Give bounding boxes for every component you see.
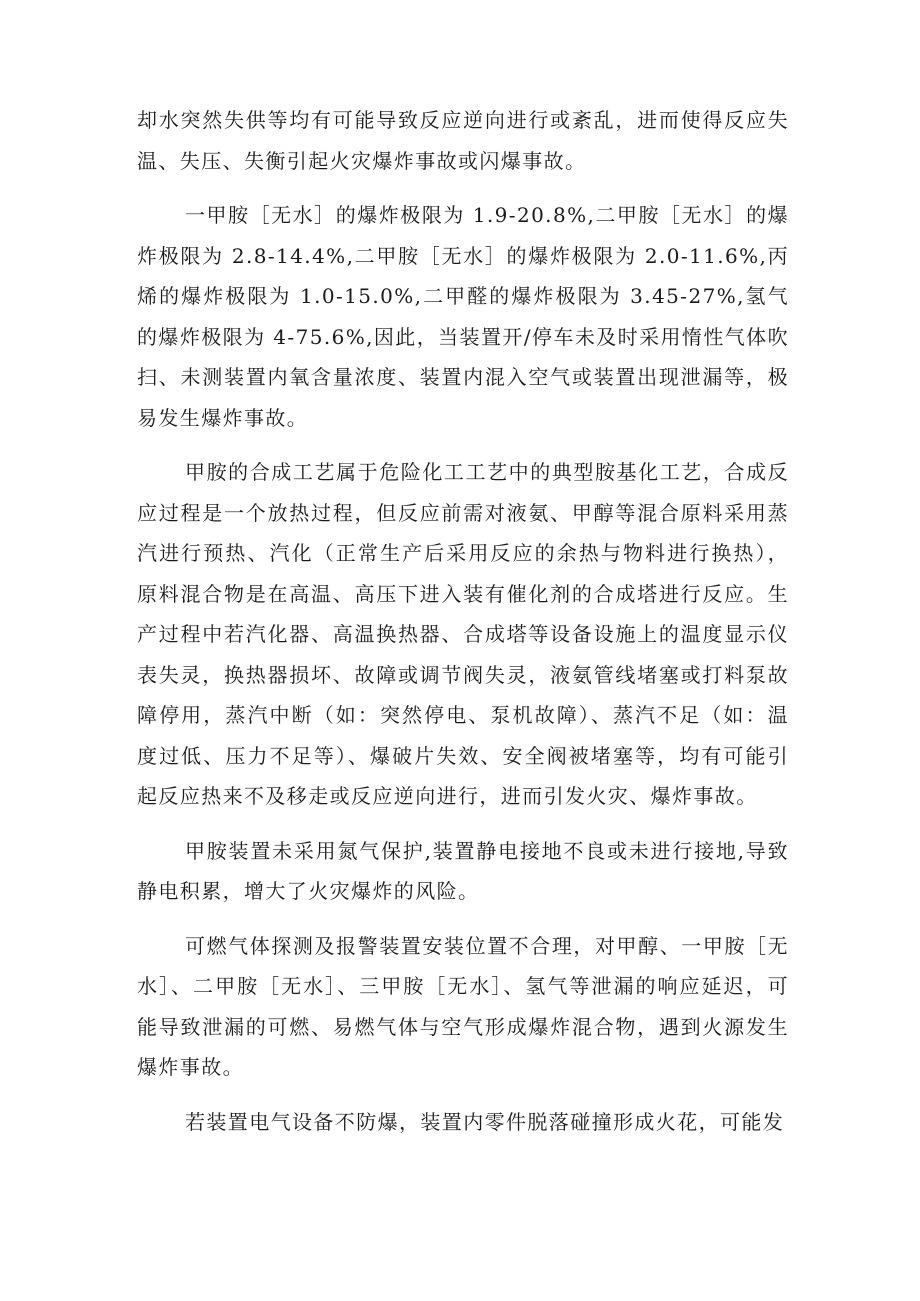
paragraph-nitrogen-protection: 甲胺装置未采用氮气保护,装置静电接地不良或未进行接地,导致静电积累，增大了火灾爆炸的风险。 bbox=[137, 838, 789, 903]
paragraph-synthesis-process: 甲胺的合成工艺属于危险化工工艺中的典型胺基化工艺，合成反应过程是一个放热过程，但反应前需对液氨、甲醇等混合原料采用蒸汽进行预热、汽化（正常生产后采用反应的余热与物料进行换热），原料混合物是在高温、高压下进入装有催化剂的合成塔进行反应。生产过程中若汽化器、高温换热器、合成塔等设备设施上的温度显示仪表失灵，换热器损坏、故障或调节阀失灵，液氨管线堵塞或打料泵故障停用，蒸汽中断（如：突然停电、泵机故障）、蒸汽不足（如：温度过低、压力不足等）、爆破片失效、安全阀被堵塞等，均有可能引起反应热来不及移走或反应逆向进行，进而引发火灾、爆炸事故。 bbox=[137, 460, 789, 808]
paragraph-electrical-equipment: 若装置电气设备不防爆，装置内零件脱落碰撞形成火花，可能发 bbox=[185, 1109, 785, 1134]
paragraph-gas-detection: 可燃气体探测及报警装置安装位置不合理，对甲醇、一甲胺［无水］、二甲胺［无水］、三甲胺［无水］、氢气等泄漏的响应延迟，可能导致泄漏的可燃、易燃气体与空气形成爆炸混合物，遇到火源发生爆炸事故。 bbox=[137, 933, 789, 1079]
paragraph-explosion-limits: 一甲胺［无水］的爆炸极限为 1.9-20.8%,二甲胺［无水］的爆炸极限为 2.8-14.4%,二甲胺［无水］的爆炸极限为 2.0-11.6%,丙烯的爆炸极限为 1.0-15.0%,二甲醛的爆炸极限为 3.45-27%,氢气的爆炸极限为 4-75.6%,因此，当装置开/停车未及时采用惰性气体吹扫、未测装置内氧含量浓度、装置内混入空气或装置出现泄漏等，极易发生爆炸事故。 bbox=[137, 203, 789, 430]
paragraph-continuation: 却水突然失供等均有可能导致反应逆向进行或紊乱，进而使得反应失温、失压、失衡引起火灾爆炸事故或闪爆事故。 bbox=[137, 108, 789, 173]
body-text bbox=[137, 100, 789, 1156]
